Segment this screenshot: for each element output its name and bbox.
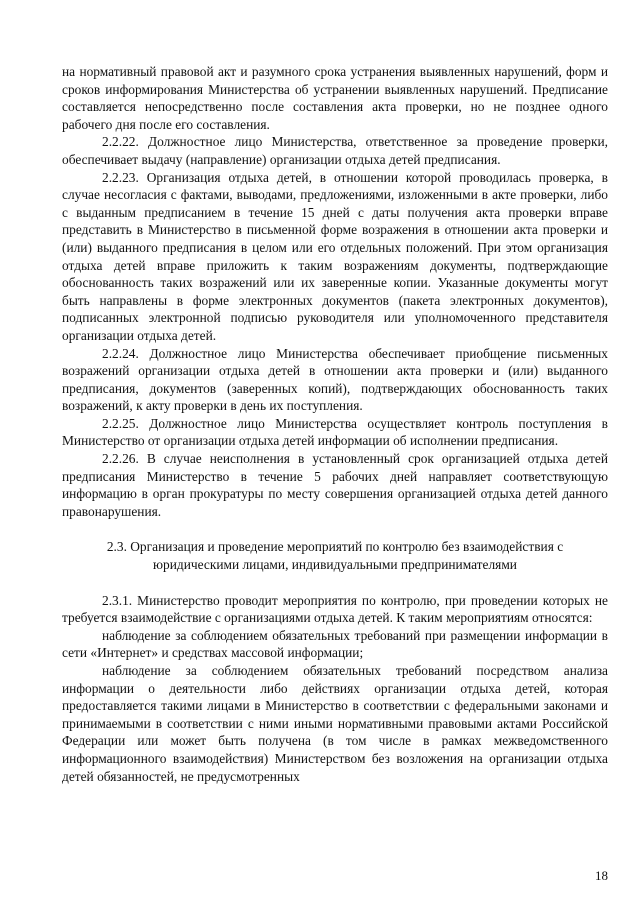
paragraph: 2.2.26. В случае неисполнения в установленный срок организацией отдыха детей предписания Министерство в течение 5 рабочих дней направляет соответствующую информацию в орган прокуратуры по месту совершения организацией отдыха детей данного правонарушения. (62, 451, 608, 519)
paragraph: 2.2.22. Должностное лицо Министерства, ответственное за проведение проверки, обеспечивает выдачу (направление) организации отдыха детей предписания. (62, 134, 608, 167)
section-heading (62, 520, 608, 591)
document-page (62, 63, 608, 785)
paragraphs-before (62, 63, 608, 520)
paragraph: 2.2.25. Должностное лицо Министерства осуществляет контроль поступления в Министерство от организации отдыха детей информации об исполнении предписания. (62, 415, 608, 449)
paragraph: 2.3.1. Министерство проводит мероприятия по контролю, при проведении которых не требуется взаимодействие с организациями отдыха детей. К таким мероприятиям относятся: (62, 592, 608, 626)
paragraph: 2.2.23. Организация отдыха детей, в отношении которой проводилась проверка, в случае несогласия с фактами, выводами, предложениями, изложенными в акте проверки, либо с выданным предписанием в течение 15 дней с даты получения акта проверки вправе представить в Министерство в письменной форме возражения в отношении акта проверки и (или) выданного предписания в целом или его отдельных положений. При этом организация отдыха детей вправе приложить к таким возражениям документы, подтверждающие обоснованность таких возражений или их заверенные копии. Указанные документы могут быть направлены в форме электронных документов (пакета электронных документов), подписанных электронной подписью руководителя или уполномоченного представителя организации отдыха детей. (62, 169, 608, 343)
paragraph: наблюдение за соблюдением обязательных требований при размещении информации в сети «Интернет» и средствах массовой информации; (62, 627, 608, 661)
page-number: 18 (595, 868, 608, 883)
paragraphs-after (62, 592, 608, 786)
paragraph: на нормативный правовой акт и разумного срока устранения выявленных нарушений, форм и сроков информирования Министерства об устранении выявленных нарушений. Предписание составляется непосредственно после составления акта проверки, но не позднее одного рабочего дня после его составления. (62, 64, 608, 132)
section-heading-line1: 2.3. Организация и проведение мероприятий по контролю без взаимодействия с (106, 539, 564, 555)
section-heading-line2: юридическими лицами, индивидуальными предпринимателями (153, 557, 517, 573)
paragraph: 2.2.24. Должностное лицо Министерства обеспечивает приобщение письменных возражений организации отдыха детей в отношении акта проверки и (или) выданного предписания, документов (заверенных копий), подтверждающих обоснованность таких возражений, к акту проверки в день их поступления. (62, 345, 608, 414)
paragraph: наблюдение за соблюдением обязательных требований посредством анализа информации о деятельности либо действиях организации отдыха детей, которая предоставляется такими лицами в Министерство в соответствии с федеральными законами и принимаемыми в соответствии с ними иными нормативными правовыми актами Российской Федерации или может быть получена (в том числе в рамках межведомственного информационного взаимодействия) Министерством без возложения на организации отдыха детей обязанностей, не предусмотренных (62, 663, 608, 784)
